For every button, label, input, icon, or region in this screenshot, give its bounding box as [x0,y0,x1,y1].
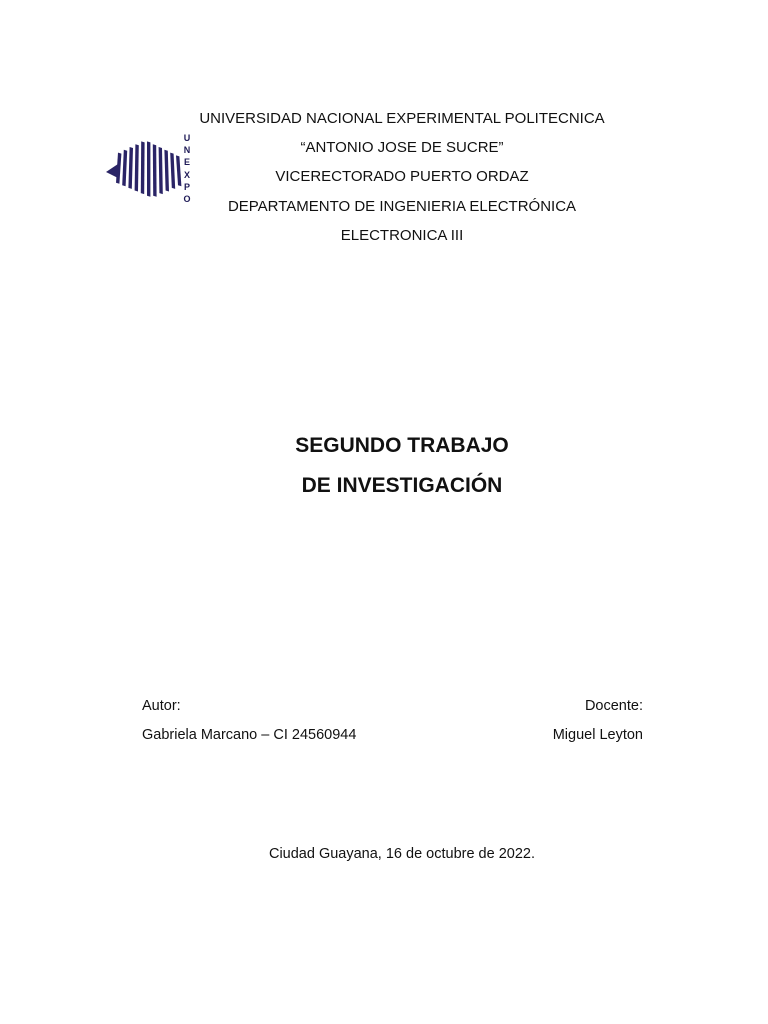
department-name: DEPARTAMENTO DE INGENIERIA ELECTRÓNICA [227,198,577,215]
logo-letter: N [183,145,191,156]
logo-letter: O [183,194,191,205]
teacher-name: Miguel Leyton [552,727,643,743]
vicerrectorado: VICERECTORADO PUERTO ORDAZ [275,168,529,185]
document-title-line-2: DE INVESTIGACIÓN [301,474,503,497]
author-label: Autor: [142,698,181,714]
logo-letter: P [183,181,190,192]
author-name: Gabriela Marcano – CI 24560944 [142,727,357,743]
place-and-date: Ciudad Guayana, 16 de octubre de 2022. [268,846,536,862]
course-name: ELECTRONICA III [340,227,464,244]
logo-letter: X [183,169,190,180]
university-name: UNIVERSIDAD NACIONAL EXPERIMENTAL POLITECNICA [199,110,605,127]
logo-letter: U [183,133,191,143]
institution-name: “ANTONIO JOSE DE SUCRE” [300,139,504,156]
logo-letter: E [183,157,190,168]
document-title-line-1: SEGUNDO TRABAJO [295,434,509,457]
teacher-label: Docente: [584,698,643,714]
